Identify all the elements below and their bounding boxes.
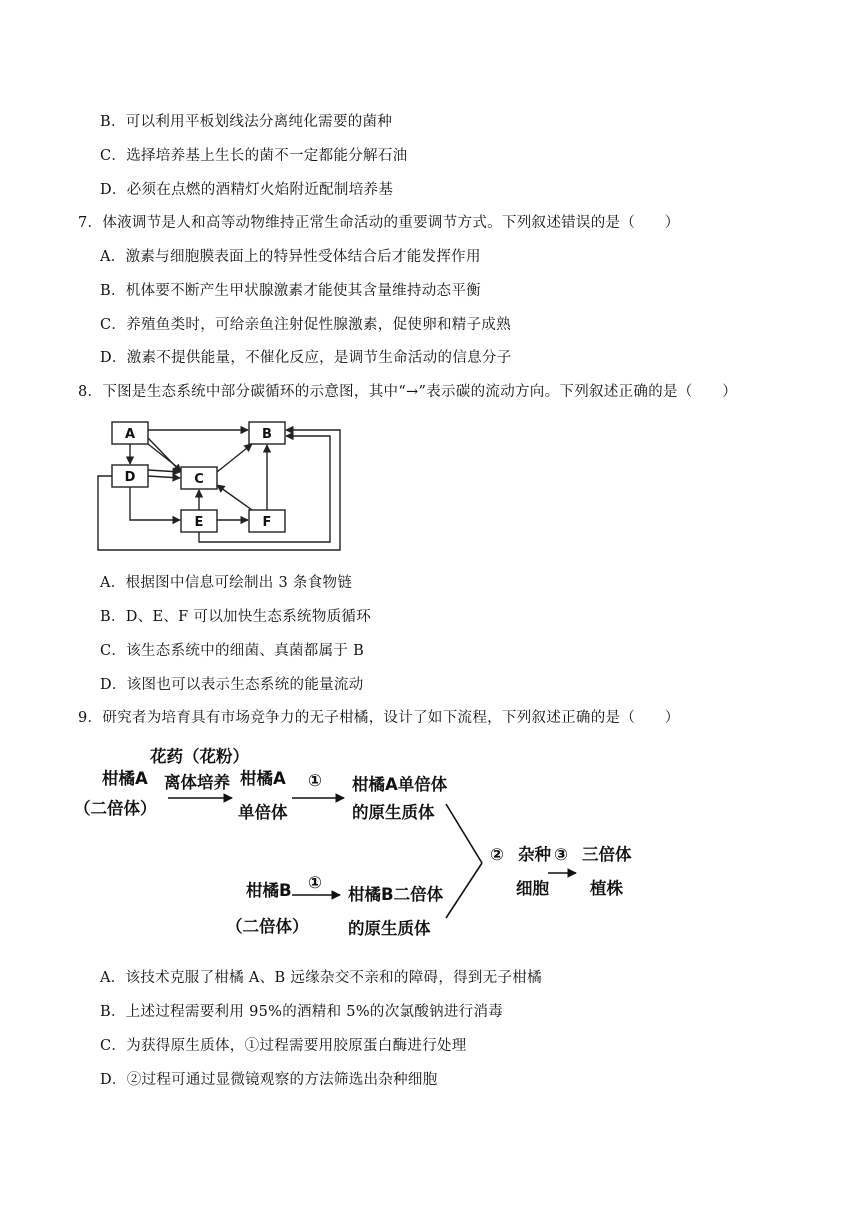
q8-option-d: D．该图也可以表示生态系统的能量流动 xyxy=(100,677,364,693)
q6-option-d: D．必须在点燃的酒精灯火焰附近配制培养基 xyxy=(100,182,394,198)
carbon-cycle-diagram xyxy=(90,412,350,557)
q8-option-a: A．根据图中信息可绘制出 3 条食物链 xyxy=(100,575,353,591)
citrus-a-haploid-label-1: 柑橘A xyxy=(240,769,286,788)
q9-option-c: C．为获得原生质体，①过程需要用胶原蛋白酶进行处理 xyxy=(100,1038,467,1054)
citrus-b-label: 柑橘B xyxy=(246,881,292,900)
node-c-label: C xyxy=(194,472,204,487)
q9-option-b: B．上述过程需要利用 95%的酒精和 5%的次氯酸钠进行消毒 xyxy=(100,1004,504,1020)
q7-option-b: B．机体要不断产生甲状腺激素才能使其含量维持动态平衡 xyxy=(100,283,481,299)
citrus-a-label: 柑橘A xyxy=(102,769,148,788)
q6-option-b: B．可以利用平板划线法分离纯化需要的菌种 xyxy=(100,114,393,130)
step-1-top-label: ① xyxy=(308,771,322,790)
q8-stem: 8．下图是生态系统中部分碳循环的示意图，其中“→”表示碳的流动方向。下列叙述正确的是（ ） xyxy=(78,384,737,400)
protoplast-a-label-2: 的原生质体 xyxy=(352,803,435,822)
triploid-label-1: 三倍体 xyxy=(582,845,632,864)
q7-option-a: A．激素与细胞膜表面上的特异性受体结合后才能发挥作用 xyxy=(100,249,481,265)
protoplast-a-label-1: 柑橘A单倍体 xyxy=(352,775,448,794)
q7-option-d: D．激素不提供能量，不催化反应，是调节生命活动的信息分子 xyxy=(100,350,512,366)
node-a-label: A xyxy=(124,427,136,442)
q9-stem: 9．研究者为培育具有市场竞争力的无子柑橘，设计了如下流程，下列叙述正确的是（ ） xyxy=(78,710,680,726)
citrus-breeding-flowchart xyxy=(70,738,690,948)
q9-option-d: D．②过程可通过显微镜观察的方法筛选出杂种细胞 xyxy=(100,1072,438,1088)
node-d-label: D xyxy=(124,470,136,485)
step-2-label: ② xyxy=(490,845,504,864)
anther-label: 花药（花粉） xyxy=(150,747,249,766)
q6-option-c: C．选择培养基上生长的菌不一定都能分解石油 xyxy=(100,148,408,164)
q8-option-b: B．D、E、F 可以加快生态系统物质循环 xyxy=(100,609,372,625)
step-1-bottom-label: ① xyxy=(308,873,322,892)
q7-option-c: C．养殖鱼类时，可给亲鱼注射促性腺激素，促使卵和精子成熟 xyxy=(100,317,511,333)
citrus-a-haploid-label-2: 单倍体 xyxy=(238,803,288,822)
q9-option-a: A．该技术克服了柑橘 A、B 远缘杂交不亲和的障碍，得到无子柑橘 xyxy=(100,970,542,986)
node-b-label: B xyxy=(262,427,272,442)
hybrid-cell-label-1: 杂种 xyxy=(518,845,551,864)
protoplast-b-label-2: 的原生质体 xyxy=(348,919,431,938)
triploid-label-2: 植株 xyxy=(590,879,623,898)
citrus-a-ploidy: （二倍体） xyxy=(74,799,157,818)
anther-culture-label: 离体培养 xyxy=(164,773,230,792)
q7-stem: 7．体液调节是人和高等动物维持正常生命活动的重要调节方式。下列叙述错误的是（ ） xyxy=(78,215,680,231)
node-e-label: E xyxy=(194,515,204,530)
protoplast-b-label-1: 柑橘B二倍体 xyxy=(348,885,444,904)
citrus-b-ploidy: （二倍体） xyxy=(226,917,309,936)
q8-option-c: C．该生态系统中的细菌、真菌都属于 B xyxy=(100,643,365,659)
node-f-label: F xyxy=(262,515,272,530)
hybrid-cell-label-2: 细胞 xyxy=(516,879,549,898)
step-3-label: ③ xyxy=(554,845,568,864)
